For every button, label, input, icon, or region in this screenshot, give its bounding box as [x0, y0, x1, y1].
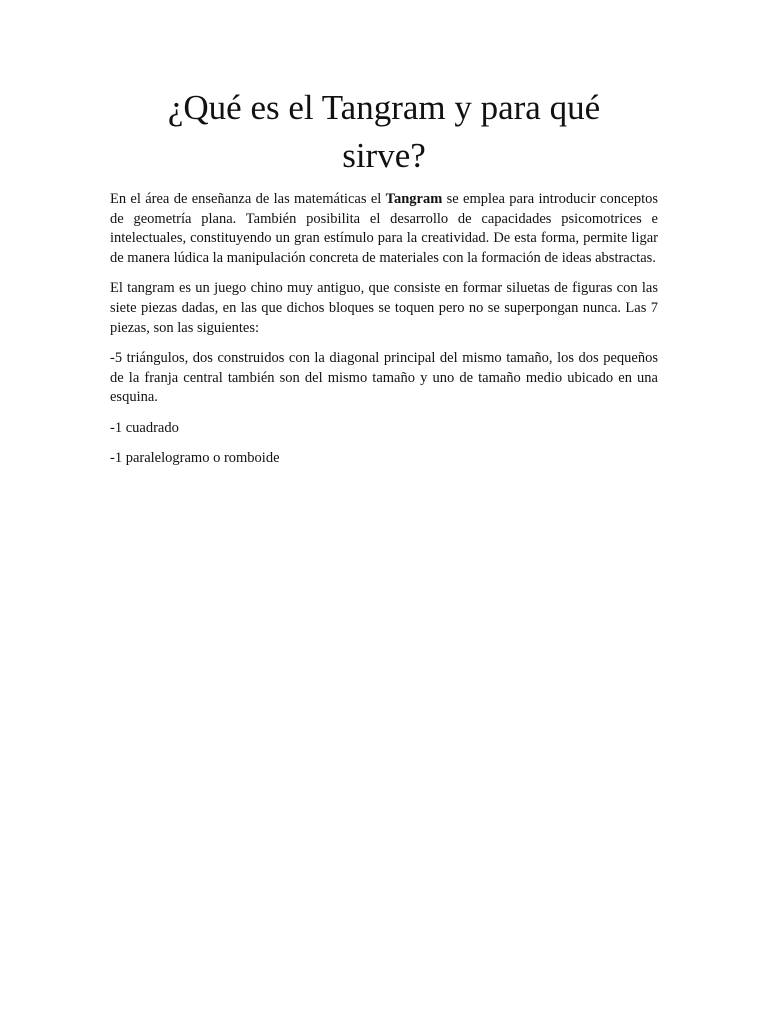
paragraph-intro: [110, 190, 658, 269]
page-title: ¿Qué es el Tangram y para qué sirve?: [167, 88, 601, 175]
paragraph-intro-text-start: En el área de enseñanza de las matemáticas el: [110, 191, 386, 207]
tangram-bold-term: Tangram: [385, 191, 443, 207]
paragraph-intro-text-end: se emplea para introducir conceptos de geometría plana. También posibilita el desarrollo de capacidades psicomotrices e intelectuales, constituyendo un gran estímulo para la creatividad. De esta forma, permite ligar de manera lúdica la manipulación concreta de materiales con la formación de ideas abstractas.: [110, 191, 658, 267]
list-item-parallelogram: -1 paralelogramo o romboide: [110, 449, 280, 466]
list-item-triangles: -5 triángulos, dos construidos con la diagonal principal del mismo tamaño, los dos pequeños de la franja central también son del mismo tamaño y uno de tamaño medio ubicado en una esquina.: [110, 349, 658, 406]
document-body: [110, 190, 658, 479]
paragraph-description: El tangram es un juego chino muy antiguo, que consiste en formar siluetas de figuras con las siete piezas dadas, en las que dichos bloques se toquen pero no se superpongan nunca. Las 7 piezas, son las siguientes:: [110, 280, 658, 336]
list-item-square: -1 cuadrado: [110, 419, 179, 436]
